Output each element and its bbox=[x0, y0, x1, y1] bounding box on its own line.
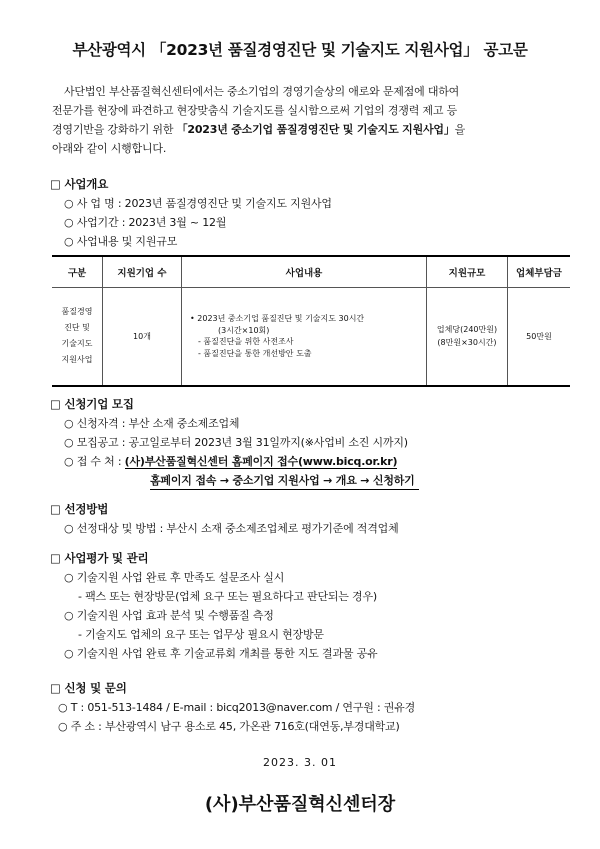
page-title: 부산광역시 「2023년 품질경영진단 및 기술지도 지원사업」 공고문 bbox=[72, 41, 528, 59]
intro-line-3-pre: 경영기반을 강화하기 위한 bbox=[52, 123, 177, 136]
header-scale: 지원규모 bbox=[427, 256, 508, 288]
intro-line-2: 전문가를 현장에 파견하고 현장맞춤식 기술지도를 실시함으로써 기업의 경쟁력 제고 등 bbox=[52, 104, 458, 117]
evaluation-item-1: ○ 기술지원 사업 완료 후 만족도 설문조사 실시 bbox=[64, 571, 285, 584]
header-division: 구분 bbox=[52, 256, 103, 288]
recruit-qualification: ○ 신청자격 : 부산 소재 중소제조업체 bbox=[64, 417, 240, 430]
inquiry-contact: ○ T : 051-513-1484 / E-mail : bicq2013@naver.com / 연구원 : 권유경 bbox=[58, 701, 416, 714]
division-line: 진단 및 bbox=[64, 323, 90, 333]
cell-burden: 50만원 bbox=[508, 288, 571, 386]
header-company-count: 지원기업 수 bbox=[103, 256, 182, 288]
content-line: (3시간×10회) bbox=[218, 325, 270, 335]
section-inquiry-title: □ 신청 및 문의 bbox=[50, 681, 127, 695]
intro-line-3-post: 을 bbox=[454, 123, 466, 136]
section-overview-title: □ 사업개요 bbox=[50, 177, 109, 191]
recruit-notice: ○ 모집공고 : 공고일로부터 2023년 3월 31일까지(※사업비 소진 시까지) bbox=[64, 436, 408, 449]
cell-division bbox=[52, 288, 103, 386]
overview-period: ○ 사업기간 : 2023년 3월 ~ 12월 bbox=[64, 216, 227, 229]
header-burden: 업체부담금 bbox=[508, 256, 571, 288]
evaluation-item-1-detail: - 팩스 또는 현장방문(업체 요구 또는 필요하다고 판단되는 경우) bbox=[78, 590, 377, 603]
support-table bbox=[52, 255, 570, 387]
evaluation-item-3: ○ 기술지원 사업 완료 후 기술교류회 개최를 통한 지도 결과물 공유 bbox=[64, 647, 378, 660]
scale-line: (8만원×30시간) bbox=[437, 338, 497, 348]
section-evaluation-title: □ 사업평가 및 관리 bbox=[50, 551, 149, 565]
division-line: 품질경영 bbox=[61, 307, 93, 317]
content-line: • 2023년 중소기업 품질진단 및 기술지도 30시간 bbox=[190, 314, 365, 324]
inquiry-address: ○ 주 소 : 부산광역시 남구 용소로 45, 가온관 716호(대연동,부경대학교) bbox=[58, 720, 400, 733]
intro-paragraph bbox=[52, 82, 552, 158]
section-recruit-title: □ 신청기업 모집 bbox=[50, 397, 134, 411]
division-line: 기술지도 bbox=[61, 339, 93, 349]
cell-content bbox=[182, 288, 427, 386]
table-header-row bbox=[52, 256, 570, 288]
content-line: - 품질진단을 위한 사전조사 bbox=[198, 337, 294, 347]
content-line: - 품질진단을 통한 개선방안 도출 bbox=[198, 348, 312, 358]
intro-program-name: 「2023년 중소기업 품질경영진단 및 기술지도 지원사업」 bbox=[176, 123, 455, 136]
division-line: 지원사업 bbox=[61, 355, 93, 365]
selection-method: ○ 선정대상 및 방법 : 부산시 소재 중소제조업체로 평가기준에 적격업체 bbox=[64, 522, 399, 535]
issuer-signature: (사)부산품질혁신센터장 bbox=[204, 794, 396, 815]
table-row bbox=[52, 288, 570, 386]
cell-count: 10개 bbox=[103, 288, 182, 386]
apply-path: 홈페이지 접속 → 중소기업 지원사업 → 개요 → 신청하기 bbox=[150, 472, 419, 490]
cell-scale bbox=[427, 288, 508, 386]
intro-line-1: 사단법인 부산품질혁신센터에서는 중소기업의 경영기술상의 애로와 문제점에 대하여 bbox=[64, 85, 460, 98]
evaluation-item-2-detail: - 기술지도 업체의 요구 또는 업무상 필요시 현장방문 bbox=[78, 628, 324, 641]
overview-scope: ○ 사업내용 및 지원규모 bbox=[64, 235, 178, 248]
section-selection-title: □ 선정방법 bbox=[50, 502, 109, 516]
apply-link[interactable]: (사)부산품질혁신센터 홈페이지 접수(www.bicq.or.kr) bbox=[124, 455, 398, 468]
header-content: 사업내용 bbox=[182, 256, 427, 288]
intro-line-3 bbox=[52, 120, 552, 139]
intro-line-4: 아래와 같이 시행합니다. bbox=[52, 142, 167, 155]
recruit-apply bbox=[64, 453, 397, 469]
evaluation-item-2: ○ 기술지원 사업 효과 분석 및 수행품질 측정 bbox=[64, 609, 274, 622]
notice-date: 2023. 3. 01 bbox=[263, 756, 337, 769]
overview-name: ○ 사 업 명 : 2023년 품질경영진단 및 기술지도 지원사업 bbox=[64, 197, 332, 210]
scale-line: 업체당(240만원) bbox=[436, 325, 498, 335]
apply-label: ○ 접 수 처 : bbox=[64, 455, 125, 468]
